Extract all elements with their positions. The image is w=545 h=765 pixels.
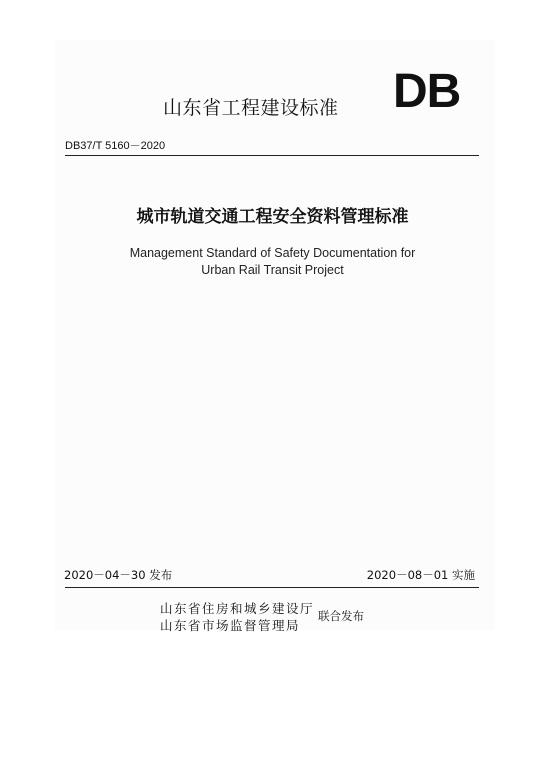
standard-code: DB37/T 5160－2020 xyxy=(65,140,166,152)
publisher-housing-dept: 山东省住房和城乡建设厅 xyxy=(160,601,315,616)
english-title-line-2: Urban Rail Transit Project xyxy=(201,263,344,277)
cover-sheet xyxy=(55,40,495,630)
english-title-line-1: Management Standard of Safety Documentation for xyxy=(129,246,416,260)
document-title-english xyxy=(0,245,545,279)
publisher-list xyxy=(160,600,314,634)
standard-category: 山东省工程建设标准 xyxy=(163,97,339,119)
db-logo: DB xyxy=(393,65,461,118)
issue-date: 2020－04－30 发布 xyxy=(64,568,173,582)
footer-divider xyxy=(65,587,479,588)
joint-release-label: 联合发布 xyxy=(318,609,364,623)
publisher-market-regulation: 山东省市场监督管理局 xyxy=(160,618,301,633)
header-divider xyxy=(65,155,479,156)
document-title-chinese: 城市轨道交通工程安全资料管理标准 xyxy=(136,207,409,227)
implementation-date: 2020－08－01 实施 xyxy=(366,568,475,582)
